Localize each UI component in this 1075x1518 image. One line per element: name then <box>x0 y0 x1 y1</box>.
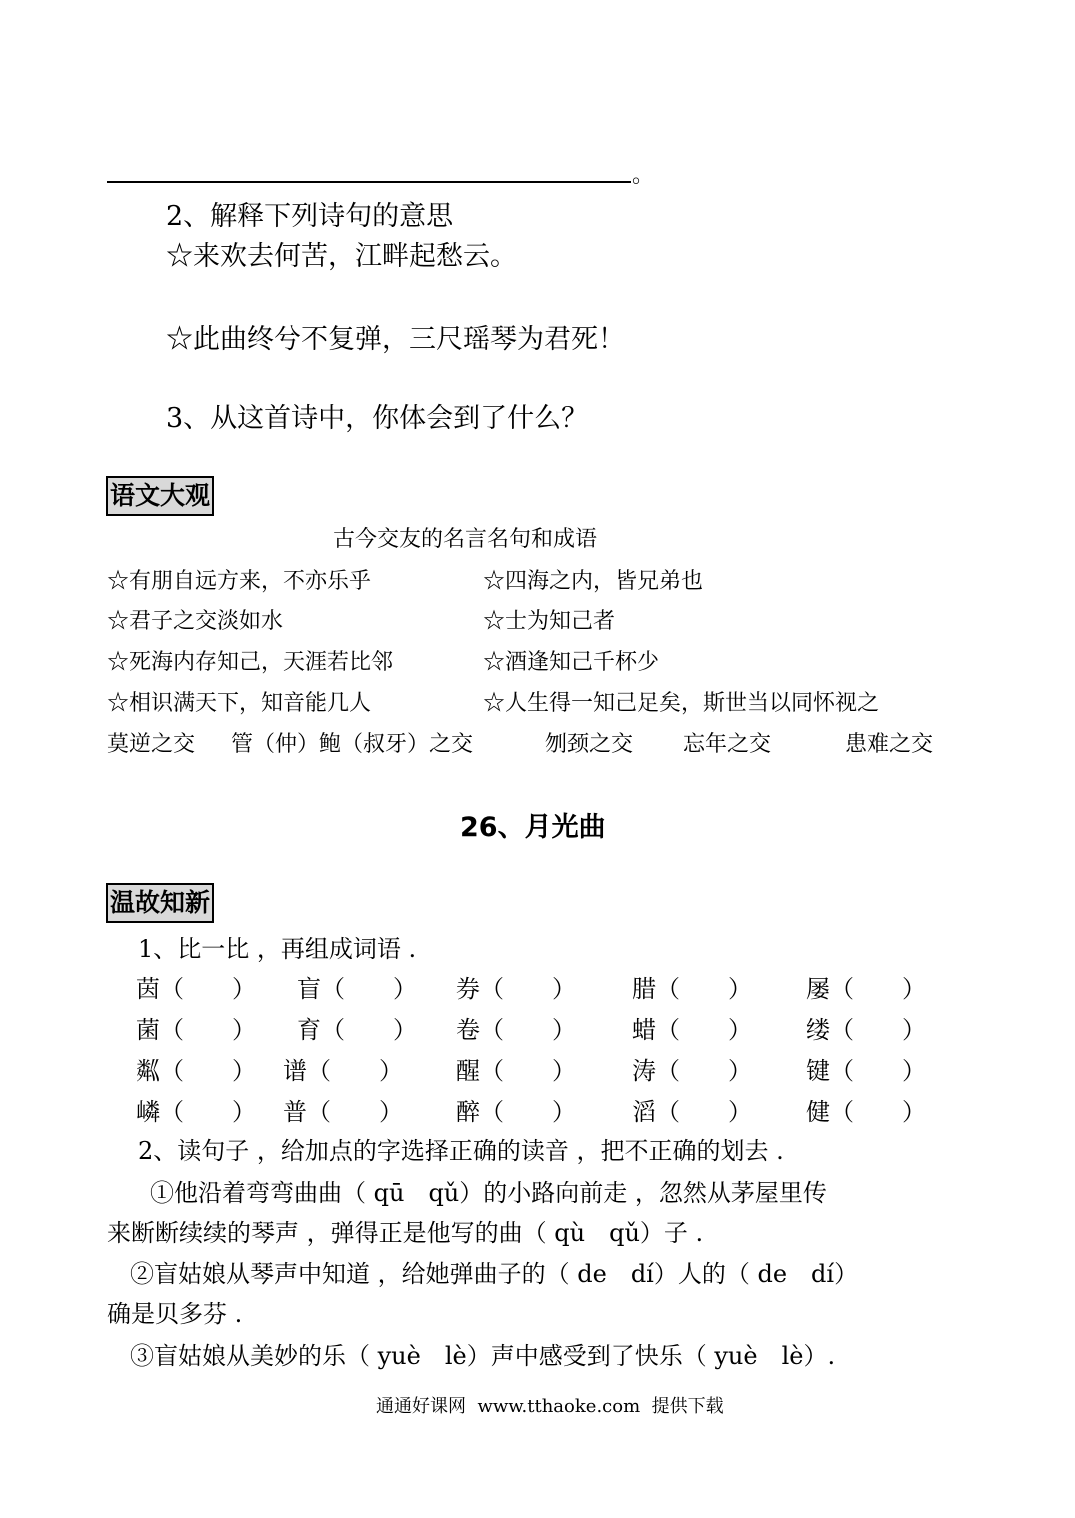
grid-cell: 菌（ ） <box>136 1016 256 1044</box>
grid-cell: 卷（ ） <box>456 1016 576 1044</box>
grid-cell: 健（ ） <box>806 1098 926 1126</box>
grid-cell: 醉（ ） <box>456 1098 576 1126</box>
grid-cell: 券（ ） <box>456 975 576 1003</box>
grid-cell: 涛（ ） <box>632 1057 752 1085</box>
grid-cell: 腊（ ） <box>632 975 752 1003</box>
sentence-2-line-1: ②盲姑娘从琴声中知道 ，给她弹曲子的（ de dí）人的（ de dí） <box>130 1260 859 1288</box>
quote-right-1: ☆四海之内，皆兄弟也 <box>483 569 704 594</box>
grid-cell: 屡（ ） <box>806 975 926 1003</box>
grid-cell: 谱（ ） <box>283 1057 403 1085</box>
grid-cell: 普（ ） <box>283 1098 403 1126</box>
grid-cell: 醒（ ） <box>456 1057 576 1085</box>
idiom-2: 管（仲）鲍（叔牙）之交 <box>231 732 474 757</box>
quote-right-3: ☆酒逢知己千杯少 <box>483 650 660 675</box>
sentence-1-line-1: ①他沿着弯弯曲曲（ qū qǔ）的小路向前走 ，忽然从茅屋里传 <box>150 1179 827 1207</box>
quote-left-1: ☆有朋自远方来，不亦乐乎 <box>107 569 372 594</box>
page-footer: 通通好课网 www.tthaoke.com 提供下载 <box>376 1396 724 1417</box>
sentence-1-line-2: 来断断续续的琴声 ，弹得正是他写的曲（ qù qǔ）子 . <box>107 1219 704 1247</box>
idiom-5: 患难之交 <box>845 732 934 757</box>
grid-cell: 育（ ） <box>297 1016 417 1044</box>
grid-cell: 键（ ） <box>806 1057 926 1085</box>
sentence-2-line-2: 确是贝多芬 . <box>107 1300 243 1328</box>
section-heading-yuwen: 语文大观 <box>106 476 214 516</box>
question-3: 3、从这首诗中，你体会到了什么？ <box>166 403 589 434</box>
quote-right-2: ☆士为知己者 <box>483 609 616 634</box>
grid-cell: 滔（ ） <box>632 1098 752 1126</box>
quotes-subtitle: 古今交友的名言名句和成语 <box>333 527 598 552</box>
answer-blank-line <box>107 181 631 183</box>
grid-cell: 嶙（ ） <box>136 1098 256 1126</box>
quote-left-4: ☆相识满天下，知音能几人 <box>107 691 372 716</box>
lesson-title: 26、月光曲 <box>460 812 606 843</box>
section-heading-wengu: 温故知新 <box>106 883 214 923</box>
question-2: 2、解释下列诗句的意思 <box>166 201 454 232</box>
exercise-1-prompt: 1、比一比 ，再组成词语 . <box>138 935 417 963</box>
idiom-3: 刎颈之交 <box>545 732 634 757</box>
poem-line-2: ☆此曲终兮不复弹，三尺瑶琴为君死！ <box>166 324 625 355</box>
poem-line-1: ☆来欢去何苦，江畔起愁云。 <box>166 241 517 272</box>
quote-right-4: ☆人生得一知己足矣，斯世当以同怀视之 <box>483 691 880 716</box>
exercise-2-prompt: 2、读句子 ，给加点的字选择正确的读音 ，把不正确的划去 . <box>138 1137 784 1165</box>
grid-cell: 茵（ ） <box>136 975 256 1003</box>
grid-cell: 蜡（ ） <box>632 1016 752 1044</box>
sentence-3: ③盲姑娘从美妙的乐（ yuè lè）声中感受到了快乐（ yuè lè）. <box>130 1342 836 1370</box>
grid-cell: 缕（ ） <box>806 1016 926 1044</box>
idiom-1: 莫逆之交 <box>107 732 196 757</box>
idiom-4: 忘年之交 <box>683 732 772 757</box>
quote-left-2: ☆君子之交淡如水 <box>107 609 284 634</box>
grid-cell: 盲（ ） <box>297 975 417 1003</box>
grid-cell: 粼（ ） <box>136 1057 256 1085</box>
period-mark: 。 <box>632 163 655 188</box>
quote-left-3: ☆死海内存知己，天涯若比邻 <box>107 650 394 675</box>
